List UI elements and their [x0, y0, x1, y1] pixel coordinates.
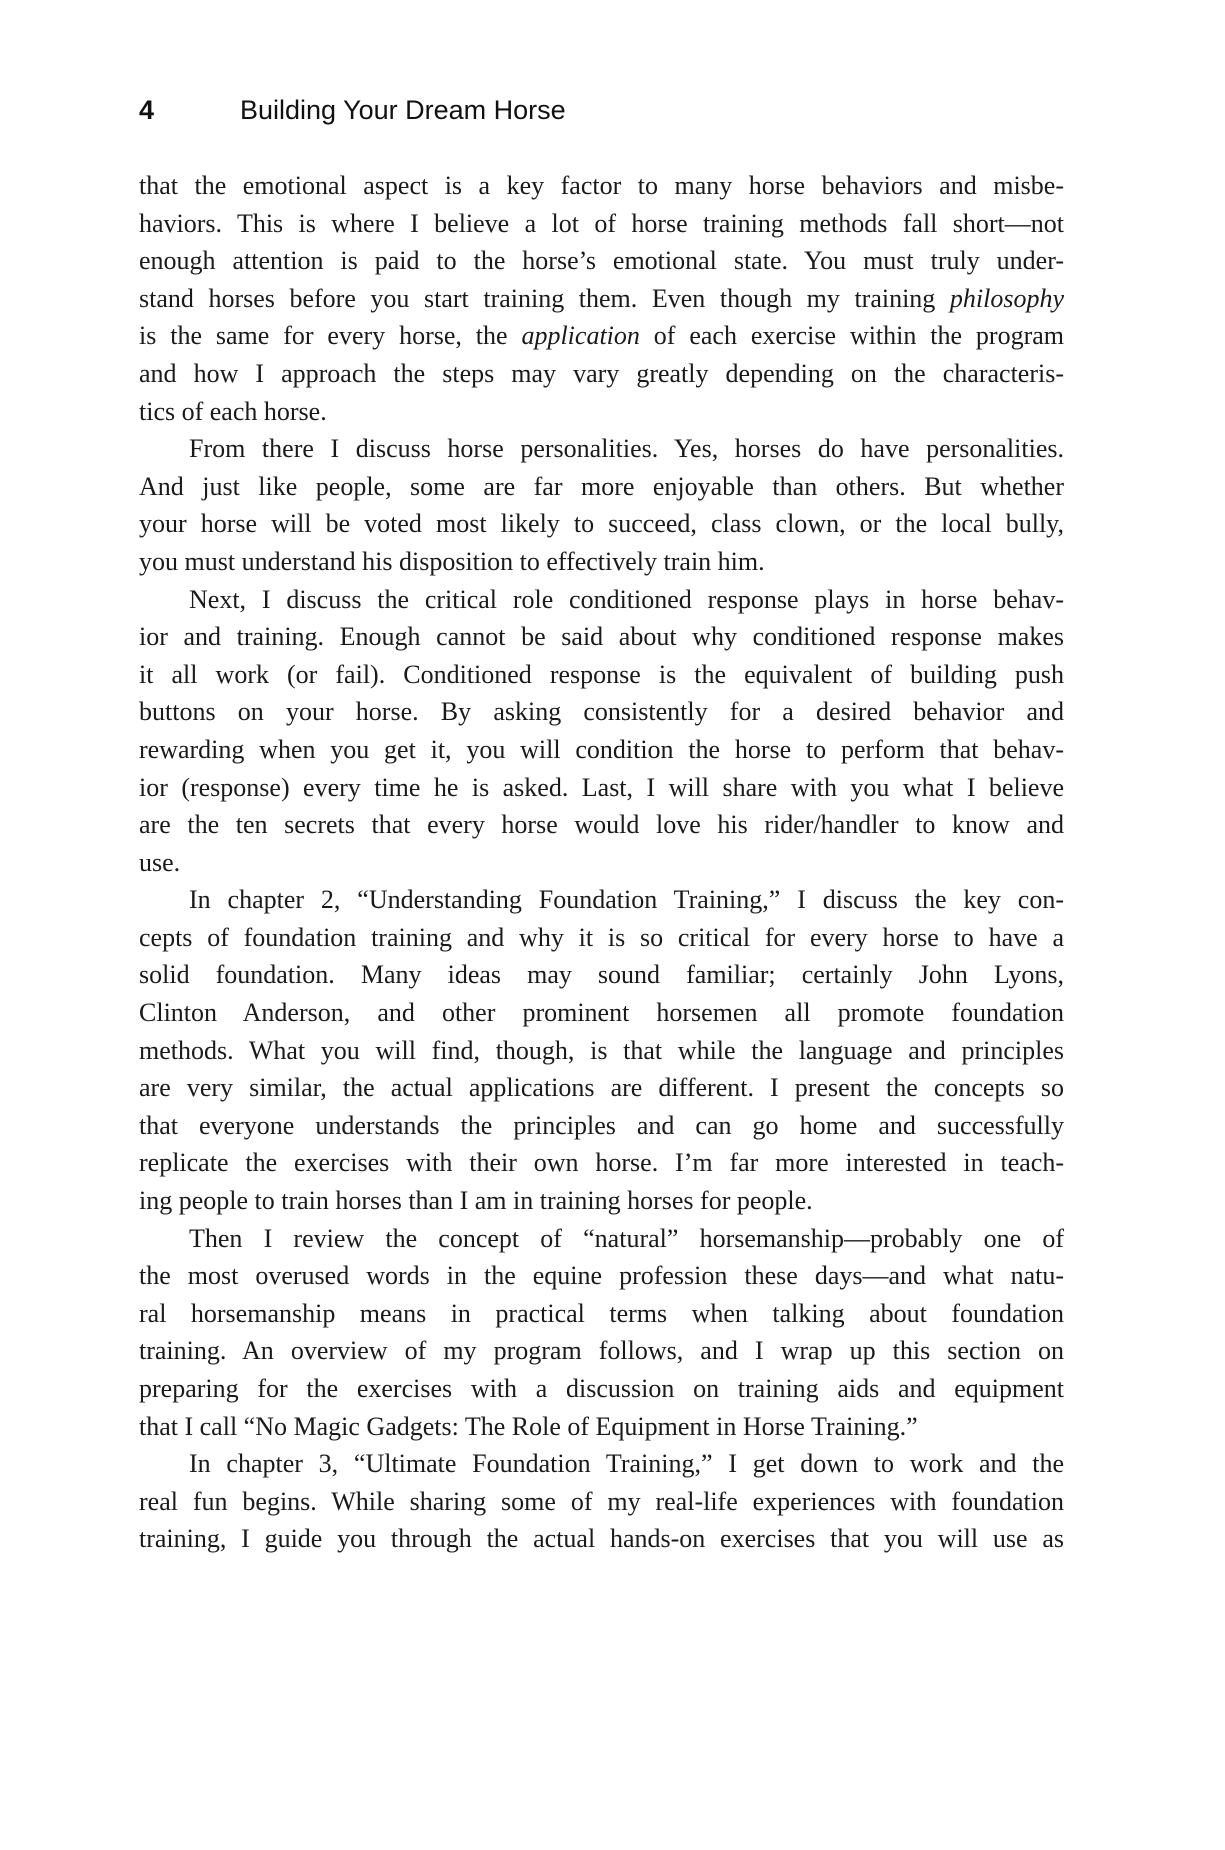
emphasized-term: philosophy — [949, 283, 1064, 313]
text-line-segment: is the same for every horse, the — [139, 321, 522, 351]
text-line — [139, 430, 1064, 468]
page-number: 4 — [139, 94, 155, 125]
text-line-segment: rewarding when you get it, you will condition the horse to perform that behav- — [139, 734, 1064, 764]
text-line — [139, 769, 1064, 807]
text-line — [139, 919, 1064, 957]
text-line — [139, 1483, 1064, 1521]
text-line-segment: haviors. This is where I believe a lot of horse training methods fall short—not — [139, 208, 1064, 238]
text-line — [139, 1332, 1064, 1370]
text-line — [139, 205, 1064, 243]
text-line-segment: replicate the exercises with their own horse. I’m far more interested in teach- — [139, 1148, 1064, 1178]
text-line — [139, 505, 1064, 543]
text-line-segment: real fun begins. While sharing some of my real-life experiences with foundation — [139, 1486, 1064, 1516]
text-line — [139, 242, 1064, 280]
text-line — [139, 693, 1064, 731]
text-line — [139, 656, 1064, 694]
text-line — [139, 1520, 1064, 1558]
text-line-segment: of each exercise within the program — [639, 321, 1064, 351]
text-line — [139, 1182, 1064, 1220]
text-line — [139, 956, 1064, 994]
text-line-segment: methods. What you will find, though, is that while the language and principles — [139, 1035, 1064, 1065]
text-line-segment: tics of each horse. — [139, 396, 327, 426]
body-text — [139, 167, 1064, 1558]
text-line — [139, 1257, 1064, 1295]
text-line — [139, 317, 1064, 355]
text-line-segment: ior and training. Enough cannot be said about why conditioned response makes — [139, 622, 1064, 652]
text-line-segment: ior (response) every time he is asked. Last, I will share with you what I believe — [139, 772, 1064, 802]
text-line-segment: From there I discuss horse personalities. Yes, horses do have personalities. — [189, 434, 1064, 464]
text-line — [139, 1295, 1064, 1333]
text-line-segment: cepts of foundation training and why it is so critical for every horse to have a — [139, 922, 1064, 952]
text-line-segment: buttons on your horse. By asking consistently for a desired behavior and — [139, 697, 1064, 727]
text-line — [139, 618, 1064, 656]
text-line — [139, 1220, 1064, 1258]
text-line — [139, 1370, 1064, 1408]
text-line-segment: ing people to train horses than I am in training horses for people. — [139, 1186, 813, 1216]
text-line — [139, 994, 1064, 1032]
text-line — [139, 167, 1064, 205]
text-line-segment: And just like people, some are far more enjoyable than others. But whether — [139, 471, 1064, 501]
text-line-segment: it all work (or fail). Conditioned response is the equivalent of building push — [139, 659, 1064, 689]
text-line — [139, 731, 1064, 769]
text-line-segment: Next, I discuss the critical role conditioned response plays in horse behav- — [189, 584, 1064, 614]
text-line-segment: you must understand his disposition to effectively train him. — [139, 546, 765, 576]
text-line-segment: your horse will be voted most likely to succeed, class clown, or the local bully, — [139, 509, 1064, 539]
text-line — [139, 1144, 1064, 1182]
text-line-segment: that I call “No Magic Gadgets: The Role of Equipment in Horse Training.” — [139, 1411, 918, 1441]
text-line-segment: that the emotional aspect is a key factor to many horse behaviors and misbe- — [139, 171, 1064, 200]
text-line-segment: use. — [139, 847, 181, 877]
text-line-segment: training. An overview of my program follows, and I wrap up this section on — [139, 1336, 1064, 1366]
text-line — [139, 881, 1064, 919]
book-title: Building Your Dream Horse — [240, 94, 566, 125]
text-line-segment: the most overused words in the equine profession these days—and what natu- — [139, 1261, 1064, 1291]
running-head — [139, 90, 566, 130]
text-line — [139, 806, 1064, 844]
text-line-segment: In chapter 3, “Ultimate Foundation Training,” I get down to work and the — [189, 1449, 1064, 1479]
text-line — [139, 1107, 1064, 1145]
text-line-segment: are very similar, the actual applications are different. I present the concepts so — [139, 1073, 1064, 1103]
text-line — [139, 280, 1064, 318]
text-line-segment: training, I guide you through the actual hands-on exercises that you will use as — [139, 1524, 1064, 1554]
text-line-segment: solid foundation. Many ideas may sound familiar; certainly John Lyons, — [139, 960, 1064, 990]
text-line-segment: Clinton Anderson, and other prominent horsemen all promote foundation — [139, 998, 1064, 1028]
text-line — [139, 1445, 1064, 1483]
text-line — [139, 1032, 1064, 1070]
text-line-segment: enough attention is paid to the horse’s emotional state. You must truly under- — [139, 246, 1064, 276]
text-line-segment: preparing for the exercises with a discussion on training aids and equipment — [139, 1374, 1064, 1403]
text-line — [139, 1408, 1064, 1446]
text-line — [139, 844, 1064, 882]
text-line-segment: Then I review the concept of “natural” horsemanship—probably one of — [189, 1223, 1064, 1253]
text-line-segment: ral horsemanship means in practical terms when talking about foundation — [139, 1298, 1064, 1328]
text-line-segment: that everyone understands the principles and can go home and successfully — [139, 1110, 1064, 1140]
text-line — [139, 543, 1064, 581]
emphasized-term: application — [521, 321, 640, 351]
text-line-segment: In chapter 2, “Understanding Foundation Training,” I discuss the key con- — [189, 885, 1064, 915]
text-line — [139, 355, 1064, 393]
text-line-segment: are the ten secrets that every horse would love his rider/handler to know and — [139, 810, 1064, 840]
text-line-segment: stand horses before you start training them. Even though my training — [139, 283, 950, 313]
text-line — [139, 468, 1064, 506]
text-line — [139, 393, 1064, 431]
text-line — [139, 581, 1064, 619]
text-line — [139, 1069, 1064, 1107]
text-line-segment: and how I approach the steps may vary greatly depending on the characteris- — [139, 358, 1064, 388]
